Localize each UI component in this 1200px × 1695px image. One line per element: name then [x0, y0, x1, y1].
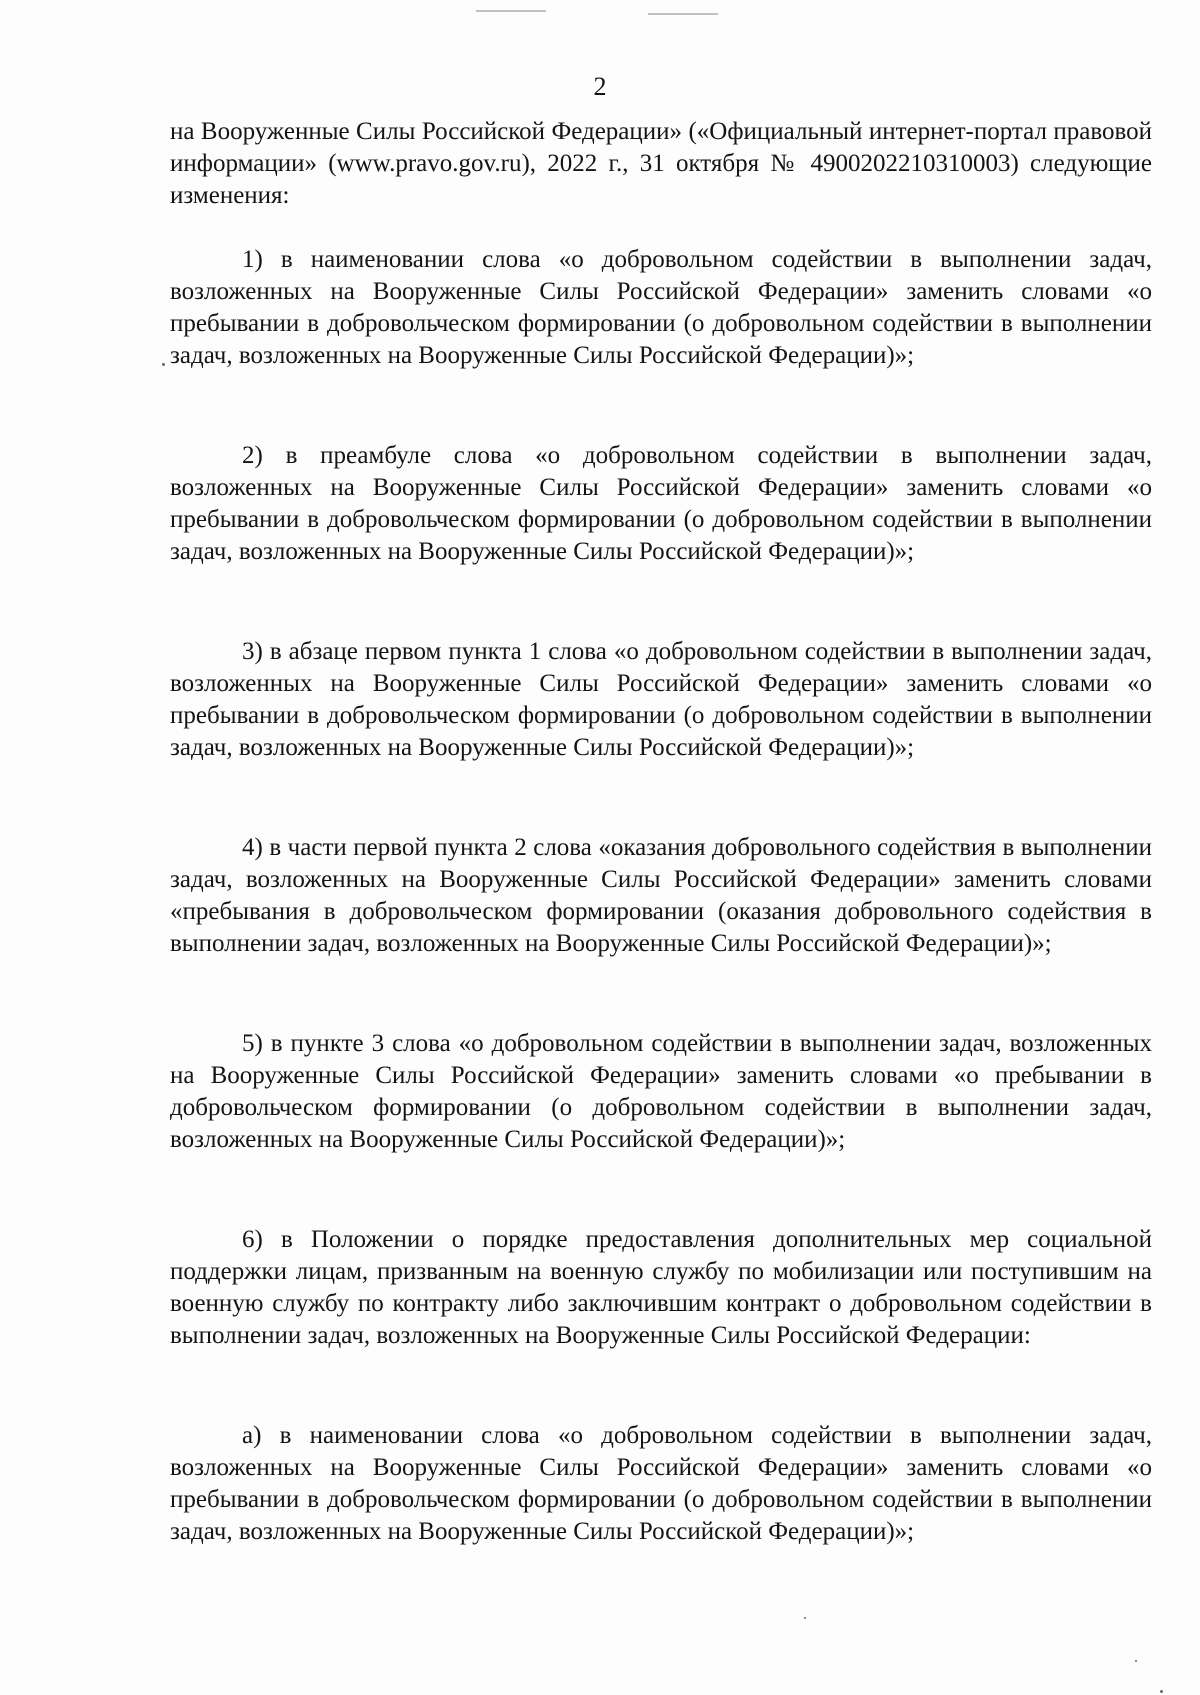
- amendment-item-1: [170, 244, 1152, 372]
- amendment-item-2: [170, 440, 1152, 568]
- subitem-text: в наименовании слова «о добровольном содействии в выполнении задач, возложенных на Вооруженные Силы Российской Федерации» заменить словами «о пребывании в добровольческом формировании (о добровольном содействии в выполнении задач, возложенных на Вооруженные Силы Российской Федерации)»;: [170, 1422, 1153, 1545]
- subitem-label: а): [242, 1422, 262, 1449]
- item-text: в пункте 3 слова «о добровольном содействии в выполнении задач, возложенных на Вооруженные Силы Российской Федерации» заменить словами «о пребывании в добровольческом формировании (о добровольном содействии в выполнении задач, возложенных на Вооруженные Силы Российской Федерации)»;: [170, 1030, 1153, 1153]
- item-text: в части первой пункта 2 слова «оказания добровольного содействия в выполнении задач, возложенных на Вооруженные Силы Российской Федерации» заменить словами «пребывания в добровольческом формировании (оказания добровольного содействия в выполнении задач, возложенных на Вооруженные Силы Российской Федерации)»;: [170, 834, 1153, 957]
- page-number: 2: [593, 72, 607, 101]
- scan-artifact: [648, 13, 718, 15]
- item-text: в абзаце первом пункта 1 слова «о добровольном содействии в выполнении задач, возложенных на Вооруженные Силы Российской Федерации» заменить словами «о пребывании в добровольческом формировании (о добровольном содействии в выполнении задач, возложенных на Вооруженные Силы Российской Федерации)»;: [170, 638, 1152, 761]
- scan-speck: [804, 1617, 806, 1619]
- scan-speck: [162, 363, 165, 366]
- amendment-subitem-a: [170, 1420, 1152, 1548]
- scan-speck: [1135, 1660, 1137, 1662]
- amendment-item-3: [170, 636, 1152, 764]
- intro-text: на Вооруженные Силы Российской Федерации» («Официальный интернет-портал правовой информации» (www.pravo.gov.ru), 2022 г., 31 октября № 4900202210310003) следующие изменения:: [170, 118, 1152, 209]
- scan-artifact: [476, 10, 546, 12]
- amendment-item-5: [170, 1028, 1152, 1156]
- item-text: в наименовании слова «о добровольном содействии в выполнении задач, возложенных на Вооруженные Силы Российской Федерации» заменить словами «о пребывании в добровольческом формировании (о добровольном содействии в выполнении задач, возложенных на Вооруженные Силы Российской Федерации)»;: [170, 246, 1153, 369]
- item-label: 4): [242, 834, 263, 861]
- scan-speck: [1160, 1690, 1163, 1693]
- item-text: в Положении о порядке предоставления дополнительных мер социальной поддержки лицам, призванным на военную службу по мобилизации или поступившим на военную службу по контракту либо заключившим контракт о добровольном содействии в выполнении задач, возложенных на Вооруженные Силы Российской Федерации:: [170, 1226, 1152, 1349]
- item-label: 5): [242, 1030, 263, 1057]
- amendment-item-6: [170, 1224, 1152, 1352]
- item-text: в преамбуле слова «о добровольном содействии в выполнении задач, возложенных на Вооруженные Силы Российской Федерации» заменить словами «о пребывании в добровольческом формировании (о добровольном содействии в выполнении задач, возложенных на Вооруженные Силы Российской Федерации)»;: [170, 442, 1153, 565]
- item-label: 1): [242, 246, 263, 273]
- item-label: 2): [242, 442, 263, 469]
- amendment-item-4: [170, 832, 1152, 960]
- item-label: 6): [242, 1226, 263, 1253]
- item-label: 3): [242, 638, 263, 665]
- intro-paragraph: [170, 116, 1152, 212]
